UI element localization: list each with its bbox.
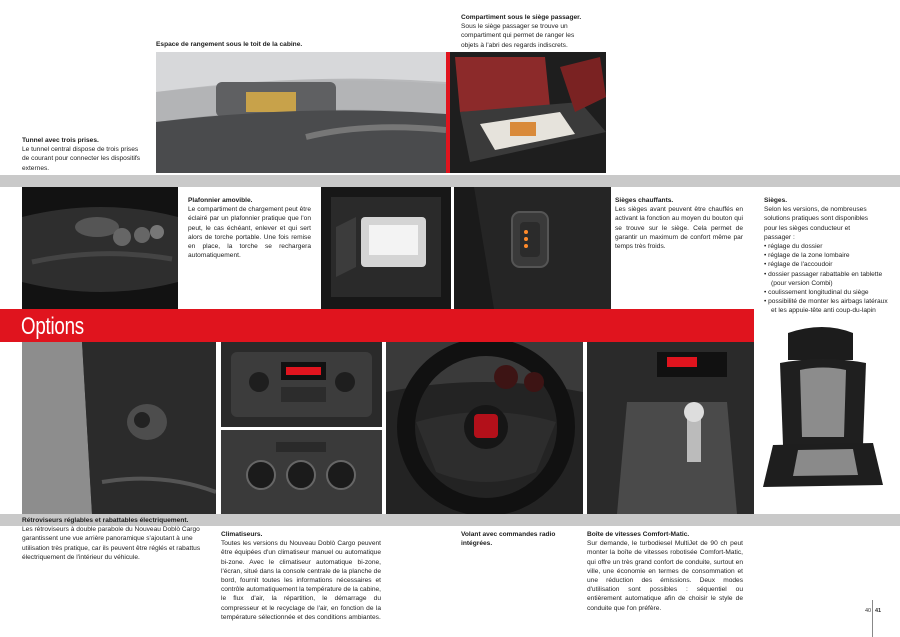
list-item: • dossier passager rabattable en tablette (pour version Combi): [764, 270, 890, 288]
caption-heated-seats: [615, 196, 743, 251]
caption-title: Espace de rangement sous le toit de la cabine.: [156, 41, 303, 48]
caption-title: Sièges.: [764, 197, 788, 204]
caption-title: Compartiment sous le siège passager.: [461, 14, 582, 21]
page-number-right: 41: [875, 608, 882, 614]
page-number-left: 40: [865, 608, 872, 614]
caption-ceiling-light: [188, 196, 311, 260]
options-red-band: [0, 309, 754, 342]
caption-storage-roof: [156, 40, 446, 49]
caption-body: Les rétroviseurs à double parabole du Nouveau Doblò Cargo garantissent une vue arrière panoramique s'ajoutant à une utilisation très pratique, car ils peuvent être réglés et rabattus électriquement de l'intérieur du véhicule.: [22, 526, 201, 561]
page-number-divider: [872, 600, 873, 637]
photo-steering-wheel: [386, 342, 583, 514]
caption-body: Sous le siège passager se trouve un compartiment qui permet de ranger les objets à l'abri des regards indiscrets.: [461, 23, 575, 49]
caption-under-seat: [461, 13, 596, 50]
caption-body: Toutes les versions du Nouveau Doblò Cargo peuvent être équipées d'un climatiseur manuel ou automatique bi-zone. Avec le climatiseur automatique bi-zone, l'écran, situé dans la console centrale de la planche de bord, fournit toutes les informations nécessaires et contrôle automatiquement la température de la cabine, le flux d'air, la répartition, le démarrage du compresseur et le recyclage de l'air, en fonction de la température sélectionnée et des conditions ambiantes.: [221, 540, 381, 621]
photo-climate-manual: [221, 430, 382, 514]
caption-title: Sièges chauffants.: [615, 197, 674, 204]
caption-title: Plafonnier amovible.: [188, 197, 253, 204]
photo-roof-storage: [156, 52, 446, 173]
caption-climate: [221, 530, 381, 622]
photo-under-seat: [450, 52, 606, 173]
caption-title: Boîte de vitesses Comfort-Matic.: [587, 531, 690, 538]
caption-gearbox: [587, 530, 743, 613]
photo-seat: [758, 325, 888, 495]
caption-tunnel: [22, 136, 157, 173]
caption-title: Climatiseurs.: [221, 531, 263, 538]
caption-title: Rétroviseurs réglables et rabattables électriquement.: [22, 517, 189, 524]
photo-climate-automatic: [221, 342, 382, 427]
photo-mirror-control: [22, 342, 216, 514]
caption-seats: [764, 196, 890, 316]
list-item: • réglage du dossier: [764, 242, 890, 251]
caption-body: Selon les versions, de nombreuses solutions pratiques sont disponibles pour les sièges conducteur et passager :: [764, 206, 869, 241]
photo-tunnel-sockets: [22, 187, 178, 309]
seat-features-list: [764, 242, 890, 316]
caption-steering: [461, 530, 581, 548]
caption-body: Le tunnel central dispose de trois prises de courant pour connecter les dispositifs externes.: [22, 146, 141, 172]
caption-body: Sur demande, le turbodiesel MultiJet de 90 ch peut monter la boîte de vitesses robotisée Comfort-Matic, qui offre un très grand confort de conduite, surtout en ville, une économie en termes de consommation et une réduction des émissions. Deux modes d'utilisation sont possibles : séquentiel ou entièrement automatique afin de choisir le style de conduite que l'on préfère.: [587, 540, 743, 612]
top-grey-band: [0, 175, 900, 187]
caption-title: Tunnel avec trois prises.: [22, 137, 99, 144]
list-item: • réglage de l'accoudoir: [764, 260, 890, 269]
list-item: • coulissement longitudinal du siège: [764, 288, 890, 297]
caption-body: Le compartiment de chargement peut être éclairé par un plafonnier pratique que l'on peut, le cas échéant, enlever et qui sert alors de torche portable. Une fois remise en place, la torche se rechargera automatiquement.: [188, 206, 311, 260]
list-item: • possibilité de monter les airbags latéraux et les appuie-tête anti coup-du-lapin: [764, 297, 890, 315]
section-title: Options: [21, 313, 84, 340]
list-item: • réglage de la zone lombaire: [764, 251, 890, 260]
caption-mirrors: [22, 516, 214, 562]
photo-heated-seat-button: [454, 187, 611, 309]
photo-ceiling-light: [321, 187, 451, 309]
caption-title: Volant avec commandes radio intégrées.: [461, 531, 556, 548]
caption-body: Les sièges avant peuvent être chauffés en activant la fonction au moyen du bouton qui se trouve sur le siège. Cela permet de garantir un maximum de confort même par temps très froids.: [615, 206, 743, 251]
photo-gearbox: [587, 342, 754, 514]
